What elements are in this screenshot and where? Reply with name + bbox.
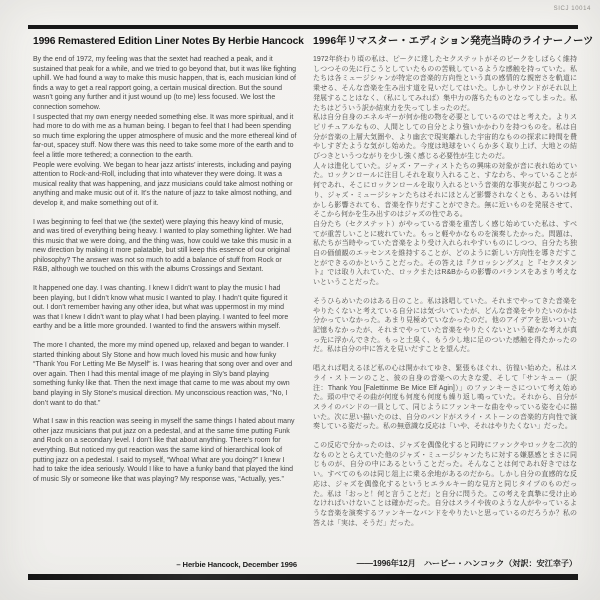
japanese-paragraphs xyxy=(313,55,577,528)
english-paragraphs xyxy=(33,55,297,484)
paragraph: 人々は進化していた。ジャズ・アーティストたちの興味の対象が音に表れ始めていた。ロックンロールに注目しそれを取り入れること、すなわち、やっていることが何であれ、そこにロックンロールを取り入れるという音楽的な事実が起こりつつあり、ジャズ・ミュージシャンたちはそれにほとんど影響されなくとも、あるいは何かしら影響されても、音楽を作りだすことができた。無に近いものを発展させて、そこから何かを生み出すのはジャズの性である。 xyxy=(313,162,577,219)
english-heading: 1996 Remastered Edition Liner Notes By Herbie Hancock xyxy=(33,36,304,47)
paragraph: 自分たち（セクステット）がやっている音楽を重苦しく感じ始めていた私は、すべてが重苦しいことに疲れていた。もっと軽やかなものを演奏したかった。問題は、私たちが当時やっていた音楽をより受け入れられやすいものにしつつ、自分たち独自の価値観のエッセンスを維持することが、どのように新しい方向性を導きだすことができるのかということだった。その答えは『クロッシングス』と『セクスタント』では取り入れていた、ロックまたはR&Bからの影響のバランスをあまり考えないということだった。 xyxy=(313,220,577,287)
paragraph: 唱えれば唱えるほど私の心は開かれてゆき、緊張もほぐれ、彷徨い始めた。私はスライ・ストーンのこと、彼の自身の音楽への大きな愛、そして「サンキュー（訳注：Thank You [Falettinme Be Mice Elf Agin]）」のファンキーさについて考え始めた。頭の中でその曲が何度も何度も何度も繰り返し鳴っていた。それから、自分がスライのバンドの一員として、同じようにファンキーな曲をやっている姿を心に描いた。次に思い描いたのは、自分のバンドがスライ・ストーンの音楽的方向性で演奏している姿だった。私の無意識な反応は「いや、それはやりたくない」だった。 xyxy=(313,365,577,431)
paragraph: 1972年終わり頃の私は、ピークに達したセクステットがそのピークをしばらく維持しつつその先に行こうとしていたものの苦戦しているような感触を持っていた。私たちは各ミュージシャンが特定の音楽的方向性という真の感情的な親密さを軌道に乗せる、そんな音楽を生み出す道を見いだしてはいた。しかしサウンドがそれ以上発展することはなく、（私にしてみれば）集中力の落ちたものとなってしまった。私たちはどういう訳か結束力を失ってしまったのだ。 xyxy=(313,56,577,112)
paragraph: People were evolving. We began to hear jazz artists’ interests, including and paying attention to Rock-and-Roll, including that into whatever they were doing. It was a musical reality that was happening, and jazz musicians could take almost nothing or anything and make music out of it. It’s the nature of jazz to take almost nothing, and develop it, and make something out of it. xyxy=(33,161,293,207)
paragraph: I was beginning to feel that we (the sextet) were playing this heavy kind of music, and was tired of everything being heavy. I wanted to play something lighter. We had this music that we were doing, and the thing was, how could we take this music in a new direction by making it more palatable, but still keep this essence of our original philosophy? The answer was not so much to add a balance of stuff from Rock or R&B, although we touched on this with the albums Crossings and Sextant. xyxy=(33,218,292,274)
paragraph: The more I chanted, the more my mind opened up, relaxed and began to wander. I started thinking about Sly Stone and how much loved his music and how funky “Thank You For Letting Me Be Myself” is. I was hearing that song over and over and over again. Then I had this mental image of me playing in Sly’s band playing something funky like that. Then the next image that came to me was about my own band playing in Sly Stone’s musical direction. My unconscious reaction was, “No, I don’t want to do that.” xyxy=(33,342,293,407)
japanese-liner-notes-column xyxy=(313,36,594,569)
paragraph: By the end of 1972, my feeling was that the sextet had reached a peak, and it sustained that peak for a while, and we tried to go beyond that, but it was like fighting uphill. We had found a way to make this music happen, that is, each musician kind of finds a way to get a real rapport going, a certain musical direction. But the sound wasn’t going any further and it just wound up (to me) less focused. We lost the connection somehow. xyxy=(33,56,297,111)
liner-notes-columns xyxy=(33,36,594,569)
top-divider-bar xyxy=(28,25,578,29)
english-liner-notes-column xyxy=(33,36,304,569)
japanese-heading: 1996年リマスター・エディション発売当時のライナーノーツ xyxy=(313,36,594,47)
paragraph: この反応で分かったのは、ジャズを偶像化すると同時にファンクやロックを二次的なものととらえていた他のジャズ・ミュージシャンたちに対する嫌悪感とまさに同じものが、自分の中にあるということだった。そんなことは何であれ好きではない。すべてのものは同じ俎上に乗る余地があるのだから。しかし自分の直感的な反応は、ジャズを偶像化するというヒエラルキー的な見方と同じタイプのものだった。私は「おっと！何と言うことだ」と自分に問うた。この考えを真摯に受け止めなければいけないことは確かだった。自分はスライや彼のような人がやっているような音楽を演奏するファンキーなバンドをやりたいと思っているのだろうか？私の答えは「実は、そうだ」だった。 xyxy=(313,442,577,527)
bottom-divider-bar xyxy=(28,574,578,580)
english-signature: – Herbie Hancock, December 1996 xyxy=(176,560,297,569)
paragraph: そうひらめいたのはある日のこと。私は詠唱していた。それまでやってきた音楽をやりたくないと考えている自分には気づいていたが、どんな音楽をやりたいのかは分かっていなかった。あまり見極めていなかったのだ。他のアイデアを思いついた記憶もなかったが、それまでやっていた音楽をやりたくないという確かな考えが真っ先に浮かんできた。もっと土臭く、もう少し地に足のついた感触を得たかったのだ。私は自分の中に答えを見いだすことを望んだ。 xyxy=(313,297,577,354)
paragraph: What I saw in this reaction was seeing in myself the same things I hated about many other jazz musicians that put jazz on a pedestal, and at the same time putting Funk and Rock on a secondary level. I don’t like that about anything. There’s room for everything. But noticed my gut reaction was the same kind of hierarchical look of putting jazz on a pedestal. I said to myself, “Whoa! What are you doing?” I knew I had to take the idea seriously. Would I like to have a funky band that played the kind of music Sly or someone like that was playing? My response was, “Actually, yes.” xyxy=(33,418,295,483)
paragraph: 私は自分自身のエネルギーが何か他の物を必要としているのではと考えた。よりスピリチュアルなもの、人間としての自分とより強いかかわりを持つものを。私は自分が音楽の上層大気圏や、より幽玄で現実離れした宇宙的なものの探求に時間を費やしすぎたような気がし始めた。今度は地球をいくらか多く取り上げ、大地との結びつきというつながりを少し強く感じる必要性が生じたのだ。 xyxy=(313,114,577,161)
catalog-number: SICJ 10014 xyxy=(553,6,591,12)
japanese-signature: ――1996年12月 ハービー・ハンコック（対訳：安江幸子） xyxy=(356,559,577,568)
paragraph: I suspected that my own energy needed something else. It was more spiritual, and it had more to do with me as a human being. I began to feel that I had been spending so much time exploring the upper atmosphere of music and the more ethereal kind of far-out, spacey stuff. Now there was this need to take some more of the earth and to feel a little more tethered; a connection to the earth. xyxy=(33,113,297,159)
paragraph: It happened one day. I was chanting. I knew I didn’t want to play the music I had been playing, but I didn’t know what music I wanted to play. I hadn’t quite figured it out. I don’t remember having any other idea, but what was uppermost in my mind was that I knew I didn’t want to play what I had been playing. I wanted to feel more earthy and be a little more grounded. I wanted to find the answers within myself. xyxy=(33,285,289,331)
